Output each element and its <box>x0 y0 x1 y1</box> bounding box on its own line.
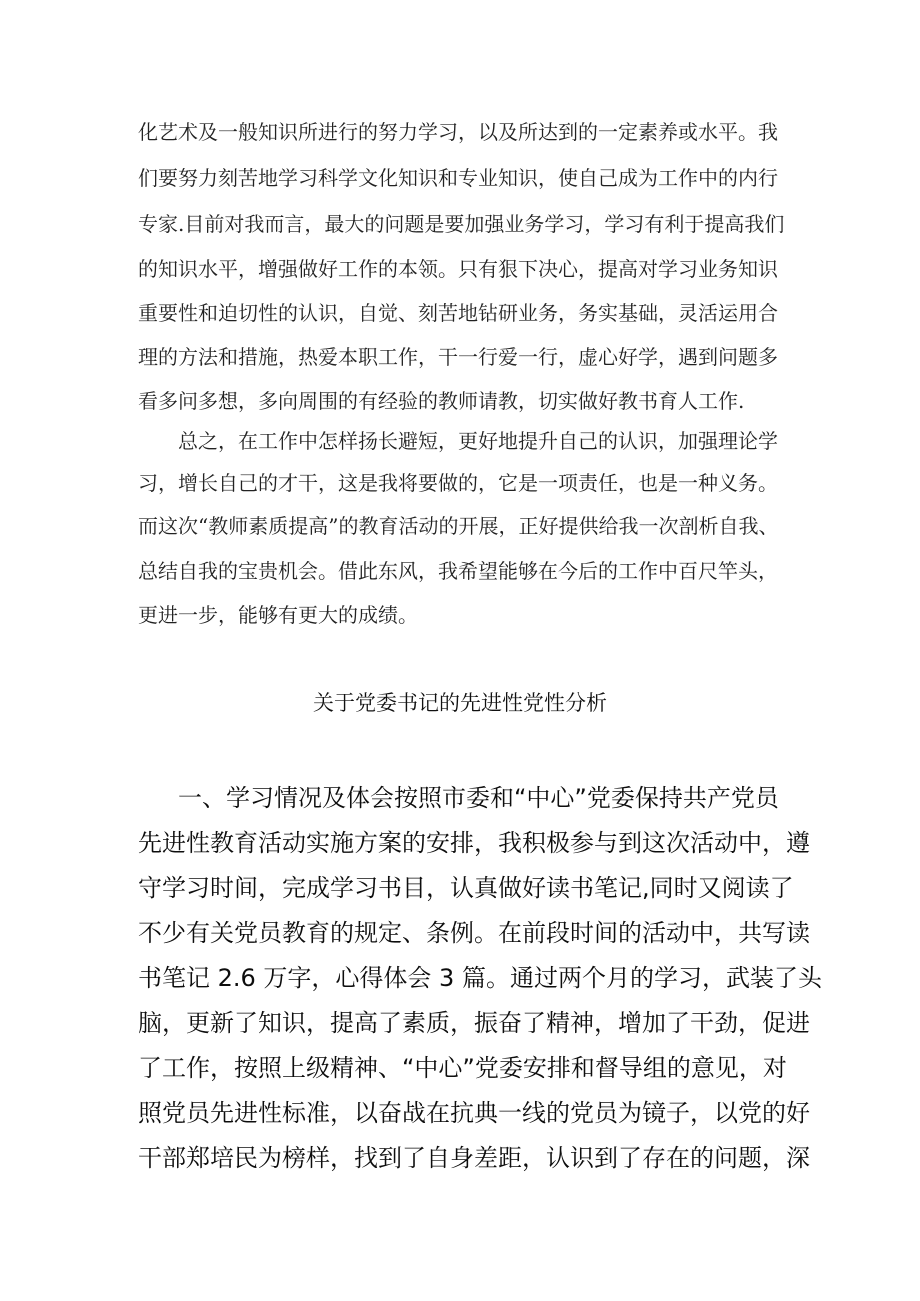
text-line: 重要性和迫切性的认识，自觉、刻苦地钻研业务，务实基础，灵活运用合 <box>138 301 778 325</box>
text-line: 不少有关党员教育的规定、条例。在前段时间的活动中，共写读 <box>138 919 810 947</box>
text-line: 更进一步，能够有更大的成绩。 <box>138 603 418 627</box>
text-line: 总之，在工作中怎样扬长避短，更好地提升自己的认识，加强理论学 <box>178 429 778 453</box>
text-line: 照党员先进性标准，以奋战在抗典一线的党员为镜子，以党的好 <box>138 1099 810 1127</box>
text-line: 们要努力刻苦地学习科学文化知识和专业知识，使自己成为工作中的内行 <box>138 166 778 190</box>
text-line: 干部郑培民为榜样，找到了自身差距，认识到了存在的问题，深 <box>138 1144 810 1172</box>
text-line: 守学习时间，完成学习书目，认真做好读书笔记,同时又阅读了 <box>138 874 794 902</box>
text-line: 了工作，按照上级精神、“中心”党委安排和督导组的意见，对 <box>138 1054 787 1082</box>
text-line: 理的方法和措施，热爱本职工作，干一行爱一行，虚心好学，遇到问题多 <box>138 345 778 369</box>
section-heading: 关于党委书记的先进性党性分析 <box>313 691 607 715</box>
text-line: 专家.目前对我而言，最大的问题是要加强业务学习，学习有利于提高我们 <box>138 212 785 236</box>
text-line: 总结自我的宝贵机会。借此东风，我希望能够在今后的工作中百尺竿头， <box>138 559 778 583</box>
text-line: 习，增长自己的才干，这是我将要做的，它是一项责任，也是一种义务。 <box>138 471 778 495</box>
text-line: 书笔记 2.6 万字，心得体会 3 篇。通过两个月的学习，武装了头 <box>138 964 822 992</box>
text-line: 一、学习情况及体会按照市委和“中心”党委保持共产党员 <box>178 784 779 812</box>
text-line: 化艺术及一般知识所进行的努力学习，以及所达到的一定素养或水平。我 <box>138 120 778 144</box>
text-line: 看多问多想，多向周围的有经验的教师请教，切实做好教书育人工作. <box>138 389 745 413</box>
text-line: 而这次“教师素质提高”的教育活动的开展，正好提供给我一次剖析自我、 <box>138 514 779 538</box>
text-line: 的知识水平，增强做好工作的本领。只有狠下决心，提高对学习业务知识 <box>138 257 778 281</box>
text-line: 脑，更新了知识，提高了素质，振奋了精神，增加了干劲，促进 <box>138 1009 810 1037</box>
text-line: 先进性教育活动实施方案的安排，我积极参与到这次活动中，遵 <box>138 829 810 857</box>
